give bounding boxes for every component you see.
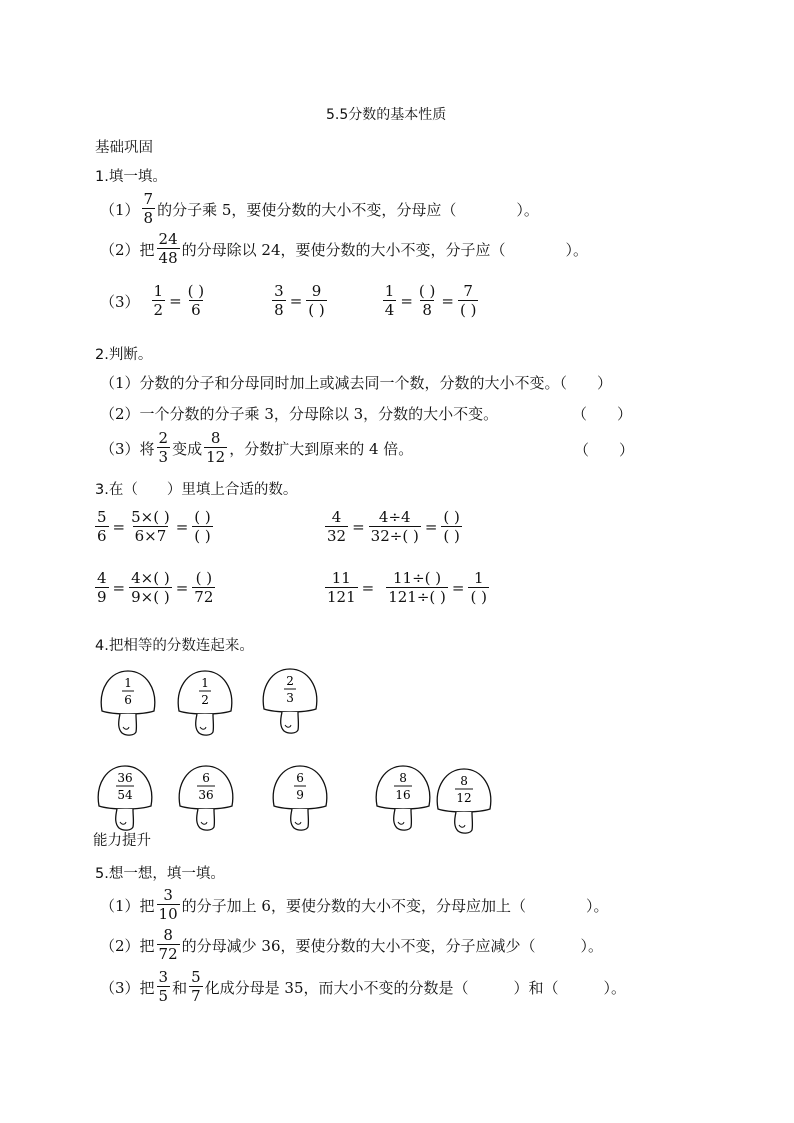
mushroom-denominator: 2 <box>201 693 209 707</box>
q2-item-2-answer[interactable]: （ ） <box>572 405 633 423</box>
fraction-denominator: 72 <box>158 945 178 963</box>
fraction-blank[interactable] <box>129 510 172 544</box>
fraction-numerator: 5 <box>97 508 107 526</box>
fraction-denominator: ( ) <box>194 527 211 545</box>
fraction-numerator: 1 <box>153 282 164 300</box>
fraction-blank[interactable] <box>192 510 212 544</box>
fraction-numerator: ( ) <box>187 282 205 300</box>
item-label: （2）把 <box>100 240 155 259</box>
fraction-blank[interactable] <box>369 510 421 544</box>
mushroom-denominator: 54 <box>117 788 133 802</box>
item-label: （1） <box>100 200 140 219</box>
mushroom-denominator: 12 <box>456 791 472 805</box>
fraction-denominator: ( ) <box>443 527 460 545</box>
fraction-denominator: 9×( ) <box>131 588 170 606</box>
item-label: （2）把 <box>100 936 155 955</box>
item-text: ，分数扩大到原来的 4 倍。 <box>229 439 414 458</box>
item-label: （1）把 <box>100 896 155 915</box>
section-basic: 基础巩固 <box>95 140 153 156</box>
fraction-denominator: 5 <box>158 987 169 1005</box>
fraction-denominator: 32 <box>327 527 347 545</box>
q1-item-2 <box>100 232 588 266</box>
mushroom-6-9[interactable] <box>273 766 327 830</box>
item-text: 化成分母是 35，而大小不变的分数是（ ）和（ ）。 <box>204 978 627 997</box>
fraction <box>189 970 203 1004</box>
mushroom-numerator: 2 <box>286 674 294 688</box>
equals-sign: = <box>175 579 189 597</box>
mushroom-denominator: 6 <box>124 693 132 707</box>
q3-equation-2 <box>323 510 464 544</box>
fraction-denominator: 7 <box>191 987 201 1005</box>
fraction-numerator: 11 <box>331 569 351 587</box>
fraction-blank[interactable] <box>129 571 172 605</box>
fraction <box>272 284 286 318</box>
page-title: 5.5分数的基本性质 <box>326 107 447 123</box>
equals-sign: = <box>361 579 375 597</box>
fraction-denominator: 8 <box>274 301 284 319</box>
mushroom-6-36[interactable] <box>179 766 233 830</box>
equals-sign: = <box>400 292 413 310</box>
q2-item-3-answer[interactable]: （ ） <box>574 441 635 459</box>
mushroom-1-2[interactable] <box>178 671 232 735</box>
fraction <box>157 431 171 465</box>
fraction-numerator: 9 <box>311 282 322 300</box>
q3-heading: 3.在（ ）里填上合适的数。 <box>95 482 298 498</box>
item-label: （3） <box>100 292 140 311</box>
fraction <box>383 284 397 318</box>
fraction-numerator: 7 <box>463 282 473 300</box>
fraction-blank[interactable] <box>306 284 326 318</box>
fraction-numerator: 4 <box>331 508 342 526</box>
fraction <box>95 510 109 544</box>
equals-sign: = <box>451 579 465 597</box>
fraction <box>325 571 358 605</box>
mushroom-numerator: 36 <box>117 771 133 785</box>
fraction <box>157 232 180 266</box>
mushroom-numerator: 8 <box>460 774 468 788</box>
q3-equation-3 <box>93 571 217 605</box>
fraction-blank[interactable] <box>386 571 448 605</box>
fraction-denominator: 12 <box>206 448 226 466</box>
fraction <box>157 970 171 1004</box>
equals-sign: = <box>112 518 126 536</box>
fraction-denominator: 72 <box>194 588 214 606</box>
mushroom-numerator: 8 <box>399 771 407 785</box>
equals-sign: = <box>424 518 438 536</box>
fraction-blank[interactable] <box>458 284 478 318</box>
fraction <box>142 192 156 226</box>
equals-sign: = <box>289 292 303 310</box>
q1-item-1 <box>100 192 539 226</box>
q2-item-1: （1）分数的分子和分母同时加上或减去同一个数，分数的大小不变。（ ） <box>100 374 613 392</box>
q5-item-2 <box>100 928 603 962</box>
fraction-numerator: 8 <box>210 429 221 447</box>
item-text: 的分母减少 36，要使分数的大小不变，分子应减少（ ）。 <box>181 936 603 955</box>
fraction-numerator: 3 <box>158 968 169 986</box>
fraction-denominator: 6 <box>191 301 201 319</box>
fraction-numerator: 5 <box>191 968 201 986</box>
fraction-numerator: 5×( ) <box>131 508 170 526</box>
fraction-numerator: 24 <box>158 230 178 248</box>
fraction <box>152 284 166 318</box>
q5-item-3 <box>100 970 626 1004</box>
equals-sign: = <box>169 292 182 310</box>
mushroom-numerator: 6 <box>296 771 304 785</box>
q5-heading: 5.想一想，填一填。 <box>95 866 225 882</box>
fraction <box>204 431 227 465</box>
q1-heading: 1.填一填。 <box>95 169 167 185</box>
fraction-blank[interactable] <box>441 510 461 544</box>
section-advanced: 能力提升 <box>93 833 151 849</box>
item-label: （3）将 <box>100 439 155 458</box>
fraction-denominator: 121 <box>327 588 356 606</box>
fraction-denominator: 4 <box>384 301 395 319</box>
q5-item-1 <box>100 888 608 922</box>
item-text: 的分母除以 24，要使分数的大小不变，分子应（ ）。 <box>181 240 588 259</box>
fraction-numerator: ( ) <box>443 508 460 526</box>
mushroom-figure-set <box>0 655 794 855</box>
mushroom-denominator: 36 <box>198 788 214 802</box>
fraction-numerator: 8 <box>163 926 173 944</box>
q2-heading: 2.判断。 <box>95 347 153 363</box>
equals-sign: = <box>441 292 454 310</box>
fraction-numerator: 7 <box>143 190 154 208</box>
fraction-numerator: 1 <box>473 569 484 587</box>
q3-equation-1 <box>93 510 215 544</box>
equals-sign: = <box>112 579 126 597</box>
fraction <box>95 571 109 605</box>
fraction-denominator: 10 <box>158 905 178 923</box>
fraction-denominator: 32÷( ) <box>370 527 419 545</box>
fraction <box>325 510 348 544</box>
mushroom-numerator: 1 <box>124 676 132 690</box>
mushroom-numerator: 1 <box>201 676 209 690</box>
item-label: （3）把 <box>100 978 155 997</box>
fraction-denominator: 6 <box>97 527 107 545</box>
fraction-denominator: 6×7 <box>134 527 167 545</box>
mushroom-8-16[interactable] <box>376 766 430 830</box>
q2-item-2: （2）一个分数的分子乘 3，分母除以 3，分数的大小不变。 <box>100 405 499 423</box>
fraction-denominator: 3 <box>158 448 169 466</box>
fraction-denominator: 48 <box>158 249 178 267</box>
fraction-denominator: 121÷( ) <box>388 588 446 606</box>
mushroom-denominator: 16 <box>395 788 411 802</box>
mushroom-8-12[interactable] <box>437 769 491 833</box>
equals-sign: = <box>352 518 365 536</box>
fraction-numerator: 11÷( ) <box>392 569 442 587</box>
fraction-numerator: ( ) <box>194 508 211 526</box>
fraction-numerator: ( ) <box>418 282 436 300</box>
fraction-denominator: ( ) <box>470 588 487 606</box>
fraction <box>157 888 180 922</box>
fraction-denominator: 2 <box>153 301 164 319</box>
fraction-numerator: 3 <box>163 886 173 904</box>
mushroom-36-54[interactable] <box>98 766 152 830</box>
q2-item-3 <box>100 431 413 465</box>
fraction-numerator: 4 <box>97 569 107 587</box>
item-text: 的分子加上 6，要使分数的大小不变，分母应加上（ ）。 <box>181 896 609 915</box>
fraction-numerator: 3 <box>274 282 284 300</box>
q3-equation-4 <box>323 571 491 605</box>
mushroom-2-3[interactable] <box>263 669 317 733</box>
mushroom-denominator: 3 <box>286 691 294 705</box>
equals-sign: = <box>175 518 189 536</box>
item-text: 的分子乘 5，要使分数的大小不变，分母应（ ）。 <box>157 200 539 219</box>
item-text: 和 <box>172 978 188 997</box>
fraction-numerator: ( ) <box>195 569 213 587</box>
fraction-blank[interactable] <box>186 284 206 318</box>
fraction-numerator: 4÷4 <box>378 508 411 526</box>
item-text: 变成 <box>172 439 203 458</box>
fraction-denominator: ( ) <box>459 301 477 319</box>
mushroom-1-6[interactable] <box>101 671 155 735</box>
q1-item-3 <box>100 284 480 318</box>
mushroom-numerator: 6 <box>202 771 210 785</box>
fraction-blank[interactable] <box>417 284 437 318</box>
mushroom-denominator: 9 <box>296 788 304 802</box>
fraction <box>157 928 180 962</box>
fraction-denominator: 8 <box>422 301 432 319</box>
fraction-blank[interactable] <box>468 571 488 605</box>
fraction-numerator: 2 <box>158 429 169 447</box>
fraction-blank[interactable] <box>192 571 215 605</box>
fraction-denominator: ( ) <box>308 301 325 319</box>
fraction-denominator: 8 <box>143 209 154 227</box>
fraction-denominator: 9 <box>97 588 107 606</box>
fraction-numerator: 1 <box>384 282 395 300</box>
fraction-numerator: 4×( ) <box>131 569 170 587</box>
q4-heading: 4.把相等的分数连起来。 <box>95 638 254 654</box>
